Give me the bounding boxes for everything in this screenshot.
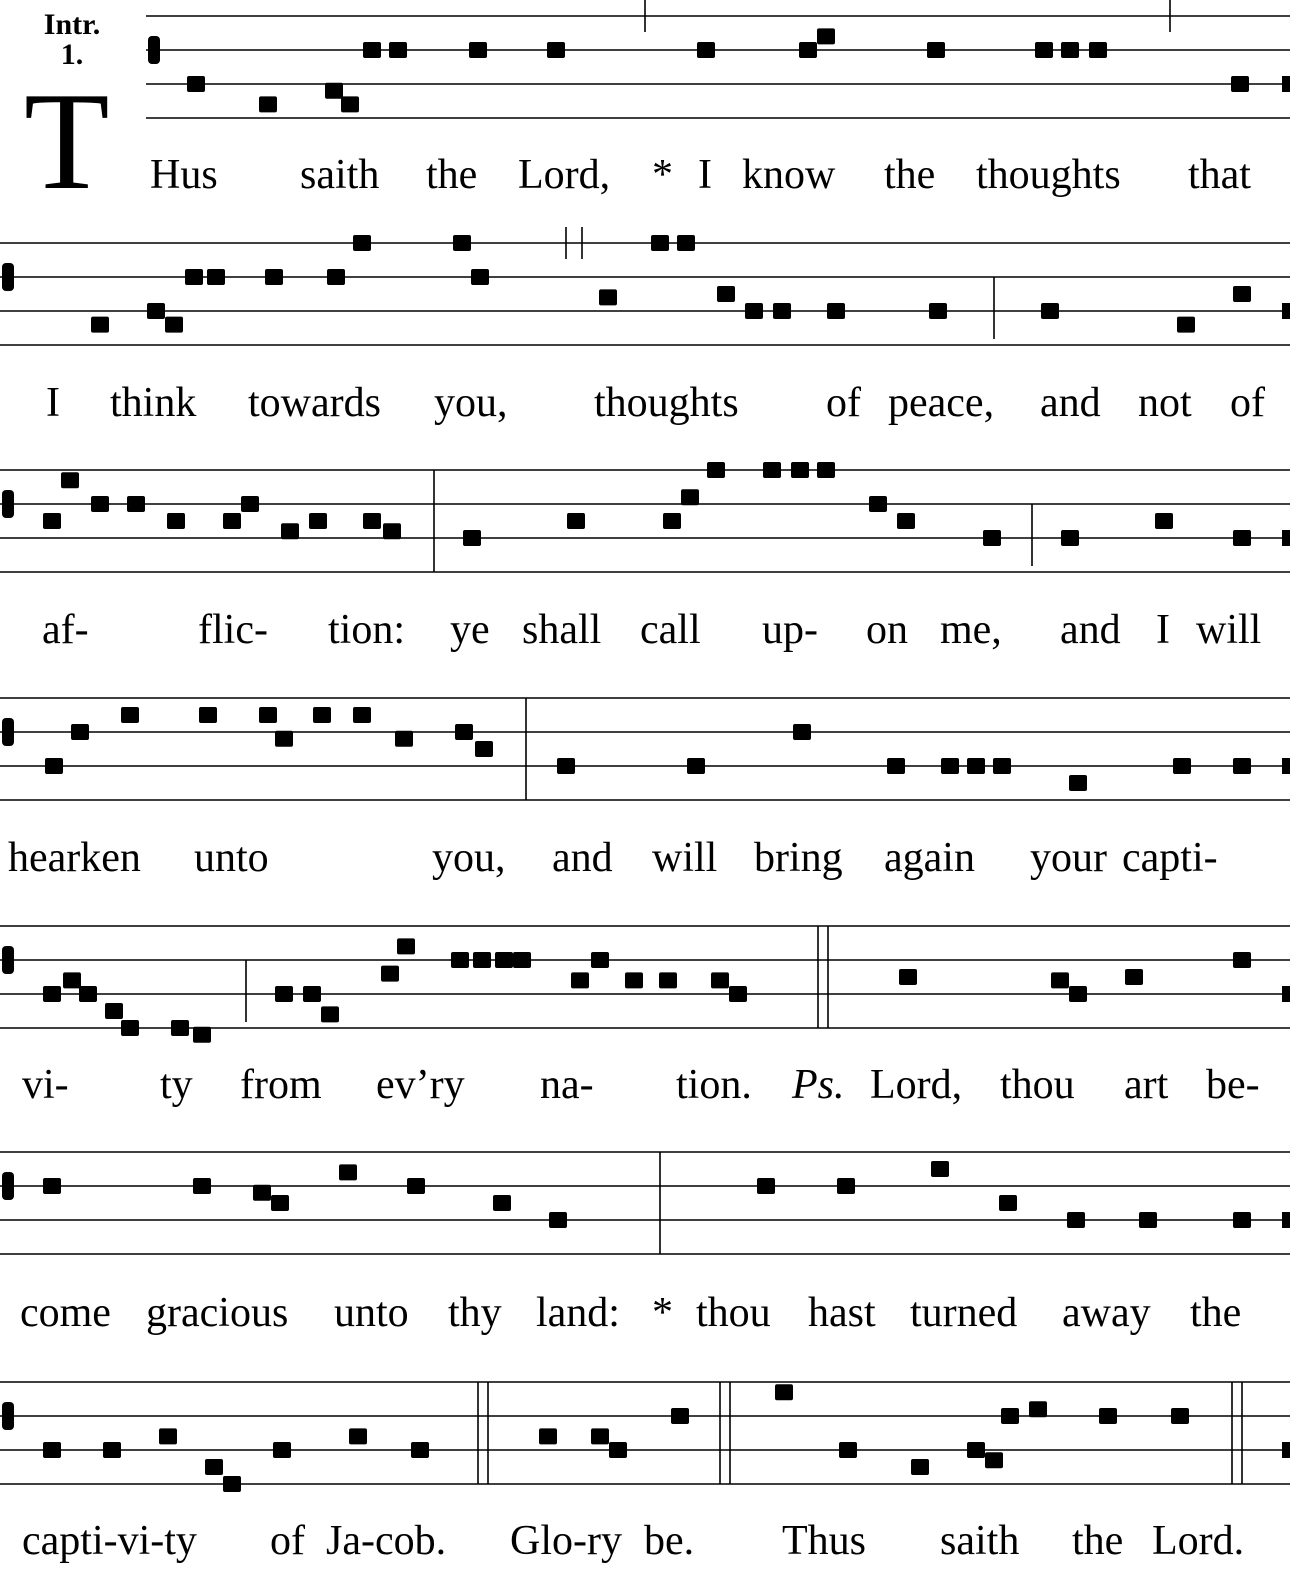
neume-icon	[827, 303, 845, 319]
neume-icon	[729, 986, 747, 1002]
lyric-syllable: away	[1062, 1290, 1151, 1336]
neume-icon	[1001, 1408, 1019, 1424]
neume-icon	[223, 1476, 241, 1492]
neume-icon	[927, 42, 945, 58]
neume-icon	[711, 972, 729, 988]
lyric-syllable: hearken	[8, 835, 141, 881]
lyric-syllable: I	[698, 152, 712, 198]
neume-icon	[799, 42, 817, 58]
neume-icon	[1029, 1401, 1047, 1417]
neume-icon	[167, 513, 185, 529]
neume-icon	[241, 496, 259, 512]
neume-icon	[309, 513, 327, 529]
lyric-syllable: I	[46, 380, 60, 426]
neume-icon	[171, 1020, 189, 1036]
neume-icon	[475, 741, 493, 757]
lyric-syllable: Ja-cob.	[326, 1518, 447, 1564]
lyric-syllable: come	[20, 1290, 111, 1336]
lyric-syllable: bring	[754, 835, 843, 881]
neume-icon	[1233, 286, 1251, 302]
neume-icon	[313, 707, 331, 723]
neume-icon	[271, 1195, 289, 1211]
neume-icon	[817, 28, 835, 44]
lyric-syllable: vi-	[22, 1062, 69, 1108]
lyric-syllable: saith	[940, 1518, 1020, 1564]
neume-icon	[571, 972, 589, 988]
neume-icon	[1233, 1212, 1251, 1228]
c-clef-icon	[2, 946, 14, 974]
neume-icon	[1233, 530, 1251, 546]
lyric-syllable: land:	[536, 1290, 620, 1336]
neume-icon	[757, 1178, 775, 1194]
neume-icon	[513, 952, 531, 968]
neume-icon	[63, 972, 81, 988]
neume-icon	[193, 1178, 211, 1194]
neume-icon	[773, 303, 791, 319]
neume-icon	[791, 462, 809, 478]
neume-icon	[839, 1442, 857, 1458]
neume-icon	[265, 269, 283, 285]
initial-letter: T	[24, 64, 110, 219]
custos-icon	[1282, 986, 1290, 1002]
neume-icon	[185, 269, 203, 285]
lyric-syllable: Glo-ry	[510, 1518, 622, 1564]
neume-icon	[353, 235, 371, 251]
lyric-syllable: thou	[696, 1290, 771, 1336]
custos-icon	[1282, 1212, 1290, 1228]
neume-icon	[147, 303, 165, 319]
neume-icon	[793, 724, 811, 740]
lyric-syllable: capti-	[1122, 835, 1218, 881]
neume-icon	[687, 758, 705, 774]
lyric-syllable: art	[1124, 1062, 1169, 1108]
neume-icon	[253, 1185, 271, 1201]
neume-icon	[495, 952, 513, 968]
custos-icon	[1282, 303, 1290, 319]
lyric-syllable: from	[240, 1062, 322, 1108]
neume-icon	[993, 758, 1011, 774]
neume-icon	[557, 758, 575, 774]
neume-icon	[967, 758, 985, 774]
lyric-syllable: your	[1030, 835, 1107, 881]
custos-icon	[1282, 758, 1290, 774]
neume-icon	[931, 1161, 949, 1177]
neume-icon	[383, 523, 401, 539]
neume-icon	[473, 952, 491, 968]
neume-icon	[275, 986, 293, 1002]
custos-icon	[1282, 1442, 1290, 1458]
neume-icon	[1069, 775, 1087, 791]
neume-icon	[389, 42, 407, 58]
neume-icon	[79, 986, 97, 1002]
lyric-syllable: gracious	[146, 1290, 289, 1336]
neume-icon	[207, 269, 225, 285]
neume-icon	[493, 1195, 511, 1211]
neume-icon	[717, 286, 735, 302]
neume-icon	[707, 462, 725, 478]
lyric-syllable: Lord.	[1152, 1518, 1245, 1564]
neume-icon	[1067, 1212, 1085, 1228]
lyric-syllable: tion:	[328, 607, 406, 653]
lyric-syllable: *	[652, 1290, 673, 1336]
neume-icon	[745, 303, 763, 319]
neume-icon	[899, 969, 917, 985]
neume-icon	[1035, 42, 1053, 58]
lyric-syllable: the	[426, 152, 478, 198]
neume-icon	[381, 966, 399, 982]
neume-icon	[1069, 986, 1087, 1002]
neume-icon	[817, 462, 835, 478]
lyric-syllable: capti-vi-ty	[22, 1518, 197, 1564]
neume-icon	[395, 731, 413, 747]
neume-icon	[411, 1442, 429, 1458]
neume-icon	[455, 724, 473, 740]
lyric-syllable: flic-	[198, 607, 268, 653]
neume-icon	[1231, 76, 1249, 92]
neume-icon	[837, 1178, 855, 1194]
lyric-syllable: call	[640, 607, 701, 653]
neume-icon	[1173, 758, 1191, 774]
lyric-syllable: think	[110, 380, 197, 426]
neume-icon	[941, 758, 959, 774]
neume-icon	[985, 1452, 1003, 1468]
lyric-syllable: not	[1138, 380, 1192, 426]
lyric-syllable: the	[884, 152, 936, 198]
neume-icon	[363, 42, 381, 58]
neume-icon	[1089, 42, 1107, 58]
neume-icon	[1061, 530, 1079, 546]
neume-icon	[929, 303, 947, 319]
mode-number: 1.	[60, 38, 84, 71]
neume-icon	[397, 938, 415, 954]
neume-icon	[677, 235, 695, 251]
neume-icon	[407, 1178, 425, 1194]
neume-icon	[599, 289, 617, 305]
neume-icon	[983, 530, 1001, 546]
lyric-syllable: peace,	[888, 380, 995, 426]
lyric-syllable: saith	[300, 152, 380, 198]
neume-icon	[463, 530, 481, 546]
c-clef-icon	[2, 718, 14, 746]
neume-icon	[205, 1459, 223, 1475]
neume-icon	[567, 513, 585, 529]
neume-icon	[91, 496, 109, 512]
neume-icon	[303, 986, 321, 1002]
c-clef-icon	[2, 263, 14, 291]
neume-icon	[223, 513, 241, 529]
neume-icon	[103, 1442, 121, 1458]
neume-icon	[671, 1408, 689, 1424]
lyric-syllable: on	[866, 607, 908, 653]
lyric-syllable: of	[826, 380, 861, 426]
custos-icon	[1282, 76, 1290, 92]
neume-icon	[61, 472, 79, 488]
neume-icon	[967, 1442, 985, 1458]
lyric-syllable: *	[652, 152, 673, 198]
neume-icon	[897, 513, 915, 529]
neume-icon	[193, 1027, 211, 1043]
neume-icon	[339, 1164, 357, 1180]
lyric-syllable: that	[1188, 152, 1251, 198]
neume-icon	[327, 269, 345, 285]
neume-icon	[259, 96, 277, 112]
lyric-syllable: turned	[910, 1290, 1018, 1336]
lyric-syllable: hast	[808, 1290, 876, 1336]
lyric-syllable: towards	[248, 380, 381, 426]
neume-icon	[1233, 952, 1251, 968]
neume-icon	[451, 952, 469, 968]
neume-icon	[43, 1442, 61, 1458]
neume-icon	[471, 269, 489, 285]
lyric-syllable: and	[552, 835, 613, 881]
lyric-syllable: Lord,	[518, 152, 611, 198]
c-clef-icon	[2, 490, 14, 518]
neume-icon	[353, 707, 371, 723]
neume-icon	[281, 523, 299, 539]
neume-icon	[187, 76, 205, 92]
lyric-syllable: af-	[42, 607, 89, 653]
neume-icon	[1177, 317, 1195, 333]
neume-icon	[539, 1428, 557, 1444]
lyric-syllable: will	[652, 835, 718, 881]
neume-icon	[199, 707, 217, 723]
neume-icon	[625, 972, 643, 988]
lyric-syllable: thou	[1000, 1062, 1075, 1108]
neume-icon	[121, 707, 139, 723]
lyric-syllable: Lord,	[870, 1062, 963, 1108]
lyric-syllable: you,	[432, 835, 506, 881]
c-clef-icon	[2, 1402, 14, 1430]
lyric-syllable: again	[884, 835, 975, 881]
lyric-syllable: up-	[762, 607, 818, 653]
c-clef-icon	[2, 1172, 14, 1200]
neume-icon	[1125, 969, 1143, 985]
lyric-syllable: of	[1230, 380, 1265, 426]
neume-icon	[45, 758, 63, 774]
office-label: Intr.	[43, 8, 101, 41]
lyric-syllable: you,	[434, 380, 508, 426]
neume-icon	[259, 707, 277, 723]
mode-header	[22, 10, 122, 70]
neume-icon	[127, 496, 145, 512]
neume-icon	[887, 758, 905, 774]
neume-icon	[43, 986, 61, 1002]
neume-icon	[911, 1459, 929, 1475]
neume-icon	[43, 513, 61, 529]
neume-icon	[159, 1428, 177, 1444]
neume-icon	[697, 42, 715, 58]
neume-icon	[1139, 1212, 1157, 1228]
neume-icon	[869, 496, 887, 512]
lyric-syllable: thoughts	[976, 152, 1121, 198]
lyric-syllable: Thus	[782, 1518, 866, 1564]
neume-icon	[91, 317, 109, 333]
neume-icon	[591, 1428, 609, 1444]
lyric-syllable: ty	[160, 1062, 193, 1108]
lyric-syllable: unto	[194, 835, 269, 881]
lyric-syllable: the	[1190, 1290, 1242, 1336]
neume-icon	[1061, 42, 1079, 58]
neume-icon	[763, 462, 781, 478]
neume-icon	[349, 1428, 367, 1444]
lyric-syllable: of	[270, 1518, 305, 1564]
lyric-syllable: know	[742, 152, 836, 198]
neume-icon	[663, 513, 681, 529]
neume-icon	[681, 489, 699, 505]
neume-icon	[999, 1195, 1017, 1211]
neume-icon	[651, 235, 669, 251]
neume-icon	[469, 42, 487, 58]
lyric-syllable: I	[1156, 607, 1170, 653]
neume-icon	[273, 1442, 291, 1458]
custos-icon	[1282, 530, 1290, 546]
neume-icon	[363, 513, 381, 529]
neume-icon	[165, 317, 183, 333]
neume-icon	[321, 1006, 339, 1022]
neume-icon	[547, 42, 565, 58]
neume-icon	[659, 972, 677, 988]
lyric-syllable: and	[1040, 380, 1101, 426]
lyric-syllable: unto	[334, 1290, 409, 1336]
lyric-syllable: be.	[644, 1518, 695, 1564]
lyric-syllable: the	[1072, 1518, 1124, 1564]
c-clef-icon	[148, 36, 160, 64]
neume-icon	[591, 952, 609, 968]
neume-icon	[121, 1020, 139, 1036]
neume-icon	[275, 731, 293, 747]
lyric-syllable: na-	[540, 1062, 594, 1108]
neume-icon	[1041, 303, 1059, 319]
neume-icon	[453, 235, 471, 251]
lyric-syllable: thoughts	[594, 380, 739, 426]
lyric-syllable: Hus	[150, 152, 218, 198]
lyric-syllable: be-	[1206, 1062, 1260, 1108]
neume-icon	[1099, 1408, 1117, 1424]
neume-icon	[609, 1442, 627, 1458]
lyric-syllable: thy	[448, 1290, 502, 1336]
neume-icon	[341, 96, 359, 112]
lyric-syllable: ye	[450, 607, 490, 653]
lyric-syllable: and	[1060, 607, 1121, 653]
lyric-syllable: will	[1196, 607, 1262, 653]
neume-icon	[1233, 758, 1251, 774]
neume-icon	[1051, 972, 1069, 988]
neume-icon	[43, 1178, 61, 1194]
neume-icon	[775, 1384, 793, 1400]
neume-icon	[105, 1003, 123, 1019]
neume-icon	[71, 724, 89, 740]
lyric-syllable: tion.	[676, 1062, 752, 1108]
neume-icon	[549, 1212, 567, 1228]
lyric-syllable: shall	[522, 607, 602, 653]
neume-icon	[1155, 513, 1173, 529]
lyric-syllable: me,	[940, 607, 1002, 653]
lyric-syllable: ev’ry	[376, 1062, 465, 1108]
psalm-marker: Ps.	[792, 1062, 845, 1108]
neume-icon	[325, 83, 343, 99]
neume-icon	[1171, 1408, 1189, 1424]
